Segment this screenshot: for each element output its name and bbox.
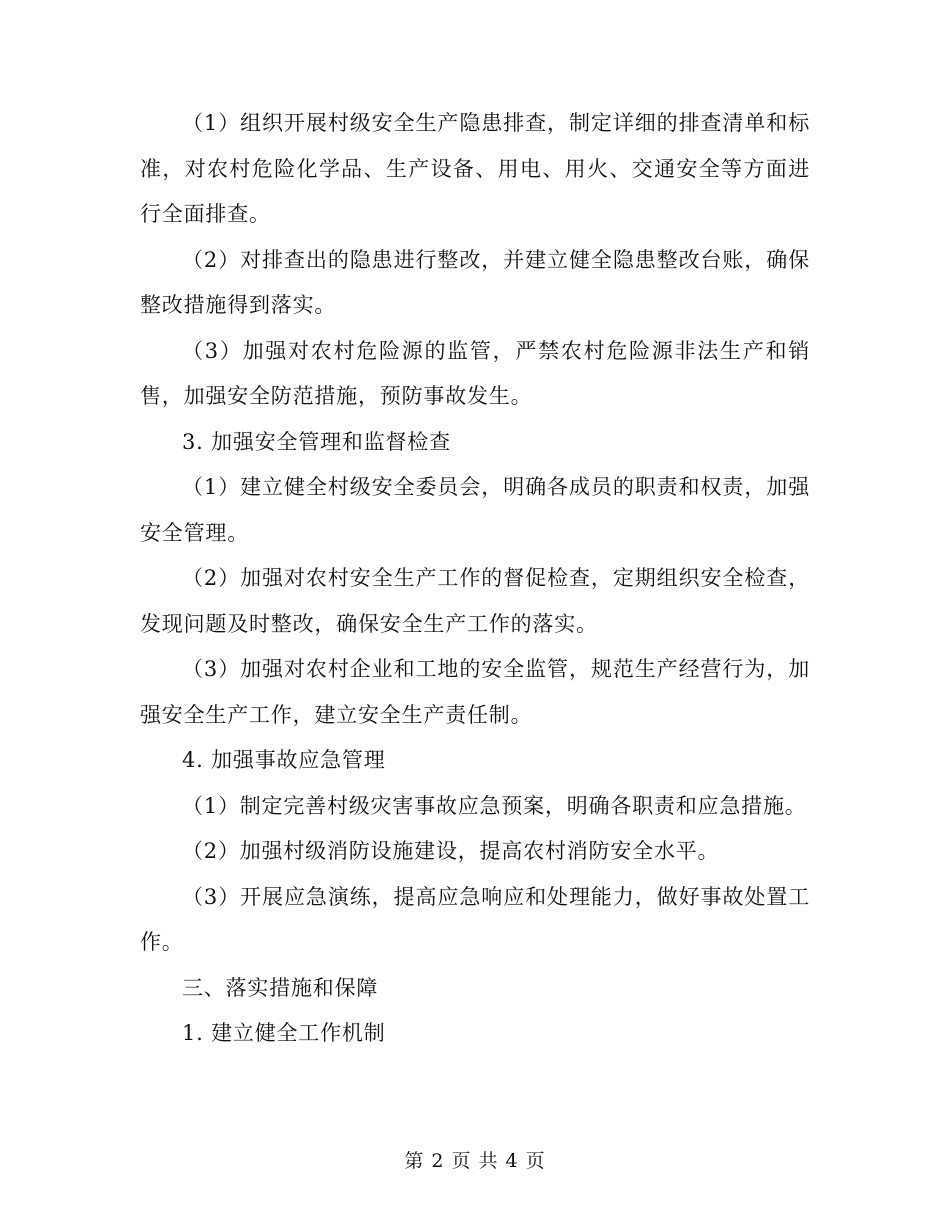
paragraph-3-3: （3）加强对农村企业和工地的安全监管，规范生产经营行为，加强安全生产工作，建立安全生产责任制。 — [140, 657, 810, 727]
page-number-label: 第 2 页 共 4 页 — [404, 1150, 546, 1172]
subsection-heading-1: 1. 建立健全工作机制 — [182, 1021, 386, 1045]
page-footer — [0, 1146, 950, 1173]
paragraph-1-1: （1）组织开展村级安全生产隐患排查，制定详细的排查清单和标准，对农村危险化学品、生产设备、用电、用火、交通安全等方面进行全面排查。 — [140, 111, 810, 226]
section-heading-3: 3. 加强安全管理和监督检查 — [182, 429, 451, 454]
paragraph-1-2: （2）对排查出的隐患进行整改，并建立健全隐患整改台账，确保整改措施得到落实。 — [140, 247, 810, 317]
paragraph-3-1: （1）建立健全村级安全委员会，明确各成员的职责和权责，加强安全管理。 — [140, 475, 810, 545]
paragraph-1-3: （3）加强对农村危险源的监管，严禁农村危险源非法生产和销售，加强安全防范措施，预防事故发生。 — [140, 338, 810, 408]
paragraph-4-2: （2）加强村级消防设施建设，提高农村消防安全水平。 — [182, 839, 720, 863]
section-heading-4: 4. 加强事故应急管理 — [182, 748, 386, 772]
paragraph-4-3: （3）开展应急演练，提高应急响应和处理能力，做好事故处置工作。 — [140, 884, 810, 954]
paragraph-4-1: （1）制定完善村级灾害事故应急预案，明确各职责和应急措施。 — [182, 793, 807, 818]
paragraph-3-2: （2）加强对农村安全生产工作的督促检查，定期组织安全检查，发现问题及时整改，确保安全生产工作的落实。 — [140, 566, 810, 636]
document-body — [140, 101, 810, 1057]
chapter-heading-3: 三、落实措施和保障 — [182, 975, 379, 1000]
